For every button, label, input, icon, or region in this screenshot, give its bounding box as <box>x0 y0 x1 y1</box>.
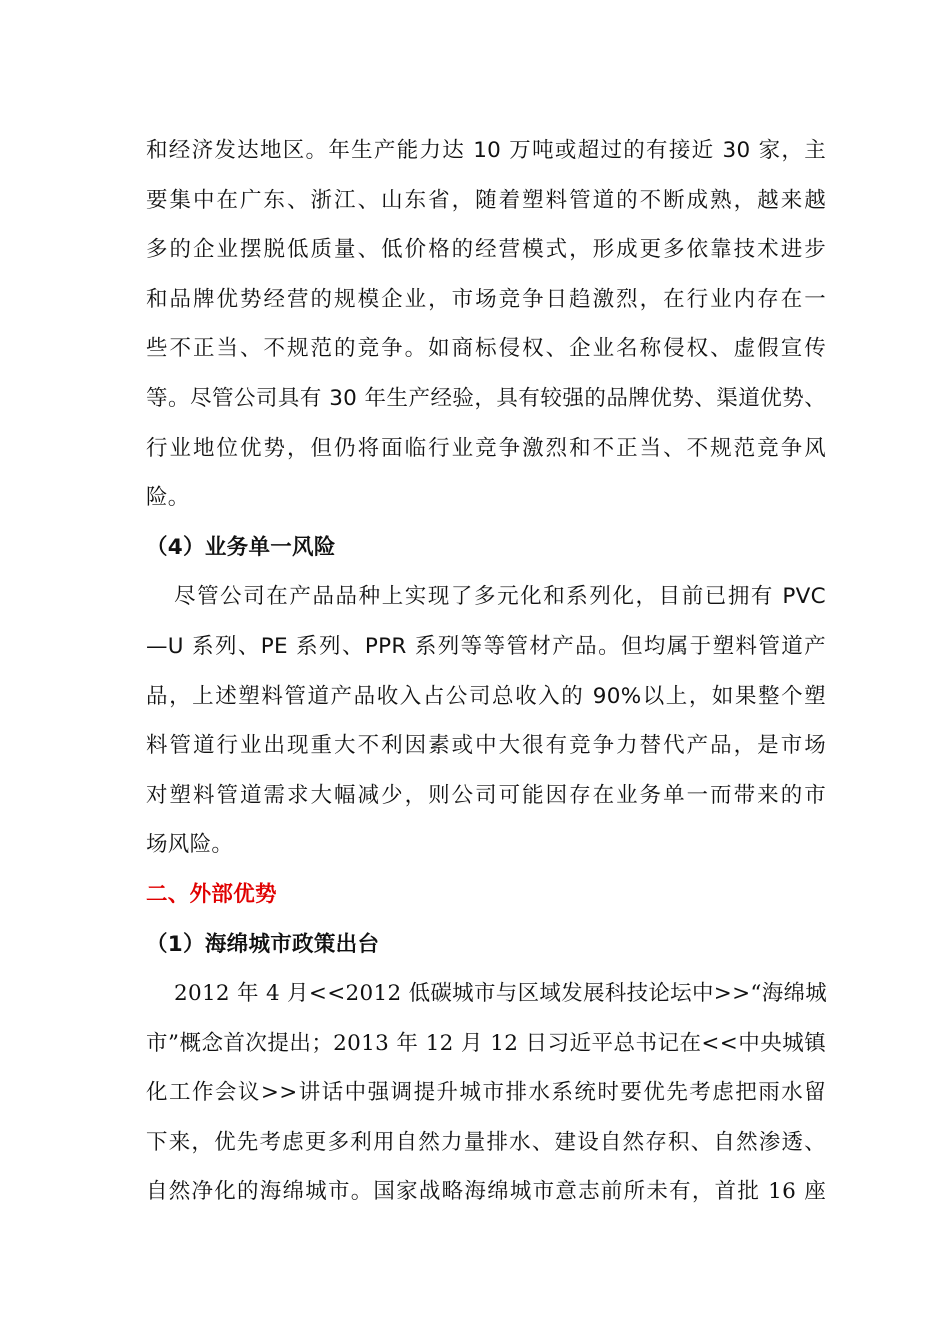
paragraph-line: 市”概念首次提出；2013 年 12 月 12 日习近平总书记在<<中央城镇 <box>146 1030 826 1056</box>
paragraph-line: 多的企业摆脱低质量、低价格的经营模式，形成更多依靠技术进步 <box>146 237 826 263</box>
paragraph-line: 对塑料管道需求大幅减少，则公司可能因存在业务单一而带来的市 <box>146 782 826 808</box>
paragraph-line: 料管道行业出现重大不利因素或中大很有竞争力替代产品，是市场 <box>146 733 826 759</box>
paragraph-line: 尽管公司在产品品种上实现了多元化和系列化，目前已拥有 PVC <box>174 584 826 610</box>
paragraph-line: 自然净化的海绵城市。国家战略海绵城市意志前所未有，首批 16 座 <box>146 1179 826 1205</box>
paragraph-line: 化工作会议>>讲话中强调提升城市排水系统时要优先考虑把雨水留 <box>146 1080 826 1106</box>
paragraph-line: 些不正当、不规范的竞争。如商标侵权、企业名称侵权、虚假宣传 <box>146 336 826 362</box>
subsection-heading-sponge-city: （1）海绵城市政策出台 <box>146 931 380 957</box>
subsection-heading-risk4: （4）业务单一风险 <box>146 534 336 560</box>
paragraph-line: 行业地位优势，但仍将面临行业竞争激烈和不正当、不规范竞争风 <box>146 435 826 461</box>
paragraph-line: 险。 <box>146 485 190 511</box>
paragraph-line: 下来，优先考虑更多利用自然力量排水、建设自然存积、自然渗透、 <box>146 1129 826 1155</box>
section-heading-external-advantages: 二、外部优势 <box>146 881 277 907</box>
paragraph-line: 等。尽管公司具有 30 年生产经验，具有较强的品牌优势、渠道优势、 <box>146 385 826 411</box>
paragraph-line: 2012 年 4 月<<2012 低碳城市与区域发展科技论坛中>>“海绵城 <box>174 981 828 1007</box>
paragraph-line: 品，上述塑料管道产品收入占公司总收入的 90%以上，如果整个塑 <box>146 683 826 709</box>
paragraph-line: 要集中在广东、浙江、山东省，随着塑料管道的不断成熟，越来越 <box>146 187 826 213</box>
paragraph-line: 场风险。 <box>146 832 234 858</box>
paragraph-line: 和品牌优势经营的规模企业，市场竞争日趋激烈，在行业内存在一 <box>146 286 826 312</box>
paragraph-line: 和经济发达地区。年生产能力达 10 万吨或超过的有接近 30 家，主 <box>146 138 826 163</box>
paragraph-line: —U 系列、PE 系列、PPR 系列等等管材产品。但均属于塑料管道产 <box>146 633 826 659</box>
document-body <box>146 126 826 1217</box>
